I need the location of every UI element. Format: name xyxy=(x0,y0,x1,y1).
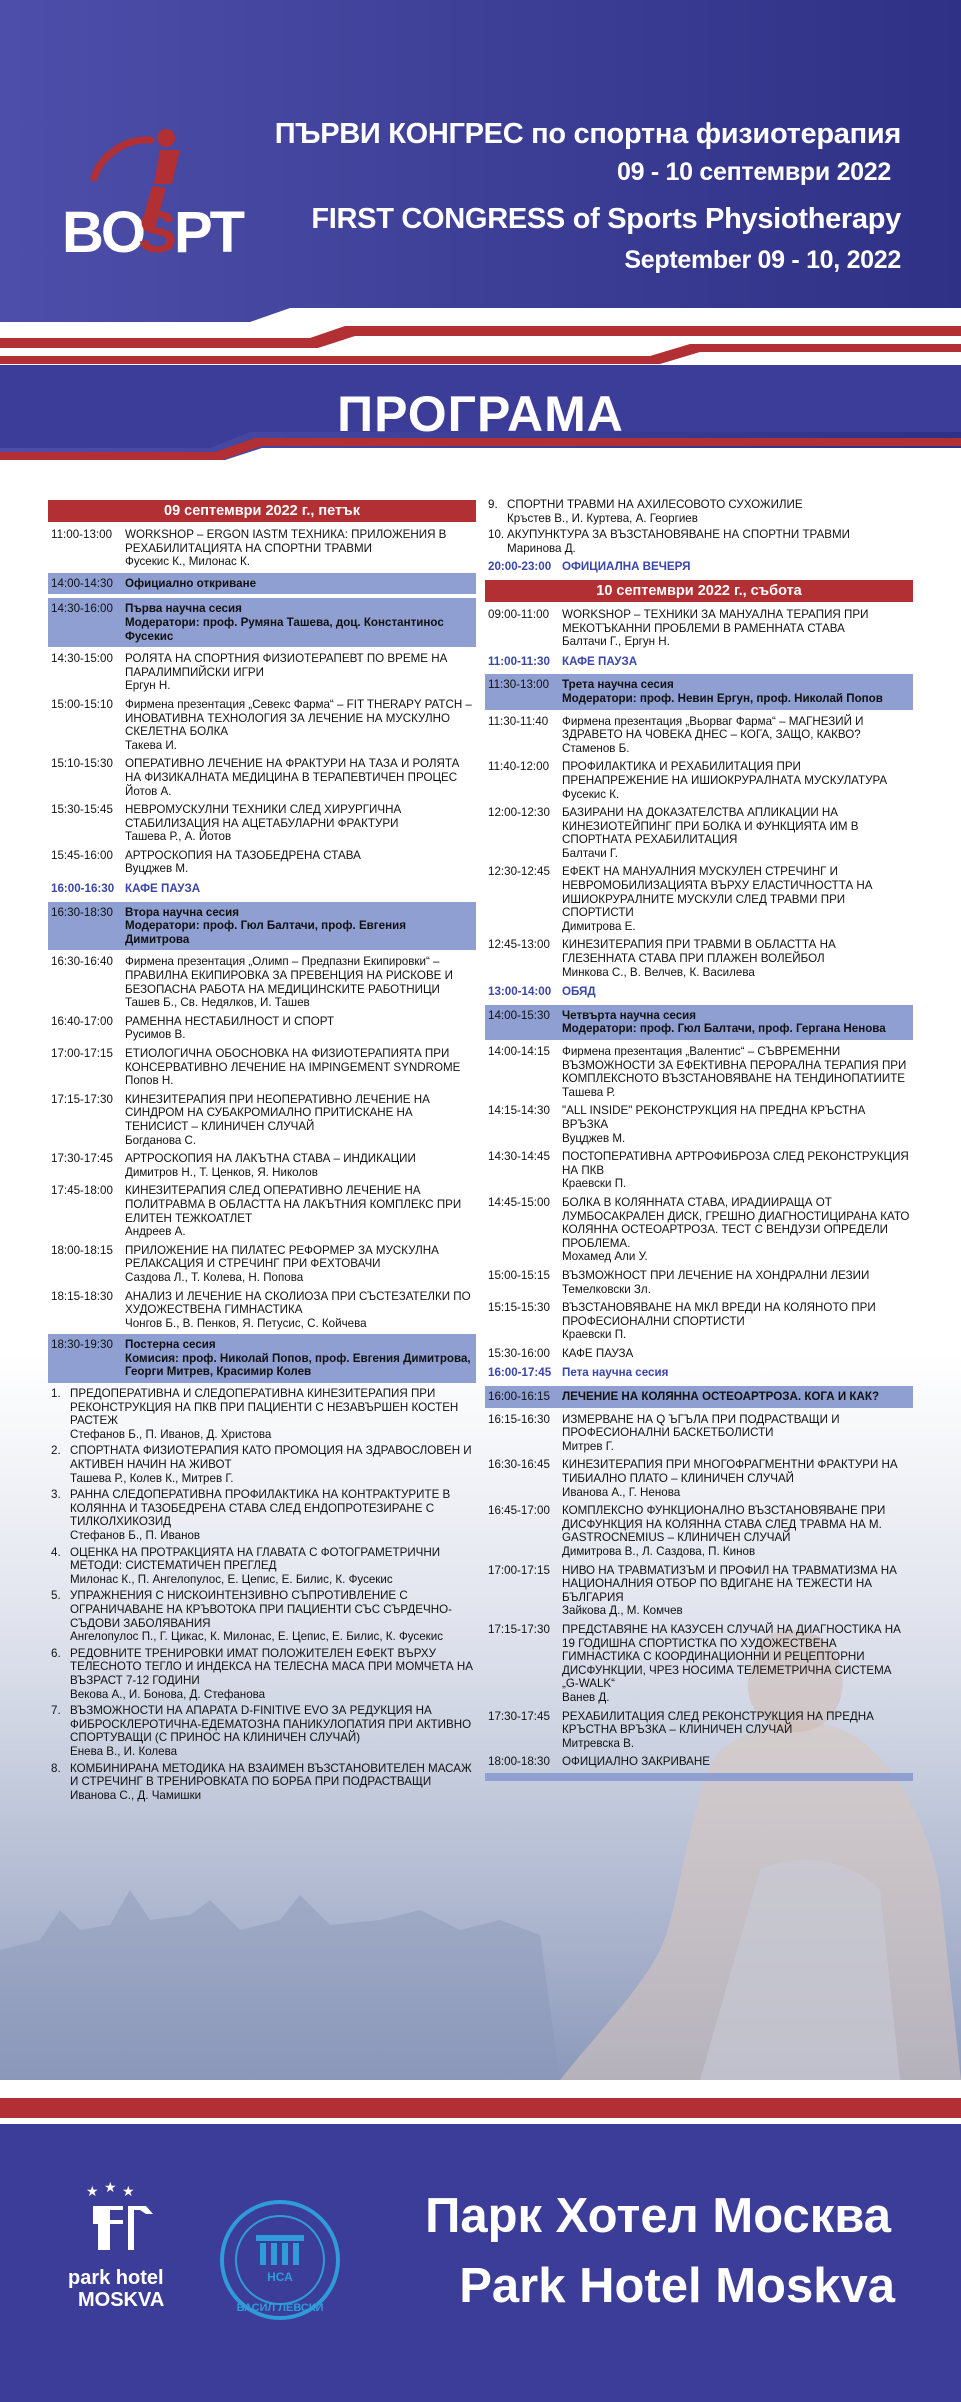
program-item: 15:00-15:10 Фирмена презентация „Севекс Фарма“ – FIT THERAPY PATCH – ИНОВАТИВНА ТЕХНОЛОГИЯ ЗА ЛЕЧЕНИЕ НА МУСКУЛНО СКЕЛЕТНА БОЛКА Такева И. xyxy=(51,697,472,752)
program-item: 16:45-17:00 КОМПЛЕКСНО ФУНКЦИОНАЛНО ВЪЗСТАНОВЯВАНЕ ПРИ ДИСФУНКЦИЯ НА КОЛЯННА СТАВА СЛЕД ТРАВМА НА М. GASTROCNEMIUS – КЛИНИЧЕН СЛУЧАЙ Димитрова В., Л. Саздова, П. Кинов xyxy=(488,1504,886,1558)
hotel-logo-line2: MOSKVA xyxy=(78,2289,165,2311)
program-item: 12:00-12:30 БАЗИРАНИ НА ДОКАЗАТЕЛСТВА АПЛИКАЦИИ НА КИНЕЗИОТЕЙПИНГ ПРИ БОЛКА И ФУНКЦИЯТА ИМ В СПОРТНАТА РЕХАБИЛИТАЦИЯ Балтачи Г. xyxy=(488,806,859,860)
official-dinner: 20:00-23:00 ОФИЦИАЛНА ВЕЧЕРЯ xyxy=(488,560,691,574)
program-item: 17:30-17:45 РЕХАБИЛИТАЦИЯ СЛЕД РЕКОНСТРУКЦИЯ НА ПРЕДНА КРЪСТНА ВРЪЗКА – КЛИНИЧЕН СЛУЧАЙ Митревска В. xyxy=(488,1709,874,1750)
coffee-break: 16:00-16:30 КАФЕ ПАУЗА xyxy=(51,882,201,896)
program-item: 16:15-16:30 ИЗМЕРВАНЕ НА Q ЪГЪЛА ПРИ ПОДРАСТВАЩИ И ПРОФЕСИОНАЛНИ БАСКЕТБОЛИСТИ Митрев Г. xyxy=(488,1412,840,1453)
program-item: 14:15-14:30 "ALL INSIDE" РЕКОНСТРУКЦИЯ НА ПРЕДНА КРЪСТНА ВРЪЗКА Вуцджев М. xyxy=(488,1104,866,1145)
coffee-break: 16:00-17:45 Пета научна сесия xyxy=(488,1366,669,1380)
program-item: 16:30-16:40 Фирмена презентация „Олимп – Предпазни Екипировки“ – ПРАВИЛНА ЕКИПИРОВКА ЗА ПРЕВЕНЦИЯ НА РИСКОВЕ И БЕЗОПАСНА РАБОТА НА МЕДИЦИНСКИТЕ РАБОТНИЦИ Ташев Б., Св. Недялков, И. Ташев xyxy=(51,955,453,1010)
program-item: 17:00-17:15 ЕТИОЛОГИЧНА ОБОСНОВКА НА ФИЗИОТЕРАПИЯТА ПРИ КОНСЕРВАТИВНО ЛЕЧЕНИЕ НА IMPINGEMENT SYNDROME Попов Н. xyxy=(51,1047,461,1088)
star-icon: ★ xyxy=(104,2180,117,2196)
footer-banner xyxy=(0,2080,961,2402)
program-item: 15:30-15:45 НЕВРОМУСКУЛНИ ТЕХНИКИ СЛЕД ХИРУРГИЧНА СТАБИЛИЗАЦИЯ НА АЦЕТАБУЛАРНИ ФРАКТУРИ Ташева Р., А. Йотов xyxy=(51,803,402,844)
program-item: 15:15-15:30 ВЪЗСТАНОВЯВАНЕ НА МКЛ ВРЕДИ НА КОЛЯНОТО ПРИ ПРОФЕСИОНАЛНИ СПОРТИСТИ Краевски П. xyxy=(488,1301,876,1342)
star-icon: ★ xyxy=(122,2184,135,2200)
venue-name-en: Park Hotel Moskva xyxy=(459,2259,895,2313)
logo-pt: PT xyxy=(174,200,243,265)
program-heading: ПРОГРАМА xyxy=(337,386,624,442)
bospt-logo xyxy=(56,120,246,280)
day1-column xyxy=(48,500,476,1805)
session-highlight: 11:30-13:00 Трета научна сесия Модератори: проф. Невин Ергун, проф. Николай Попов xyxy=(485,674,913,709)
poster-item: 7. ВЪЗМОЖНОСТИ НА АПАРАТА D-FINITIVE EVO ЗА РЕДУКЦИЯ НА ФИБРОСКЛЕРОТИЧНА-ЕДЕМАТОЗНА ПАНИКУЛОПАТИЯ ПРИ АКТИВНО СПОРТУВАЩИ (С ПРИНОС НА КЛИНИЧЕН СЛУЧАЙ) Енева В., И. Колева xyxy=(51,1704,472,1758)
lunch-break: 13:00-14:00 ОБЯД xyxy=(488,985,596,999)
program-item: 17:45-18:00 КИНЕЗИТЕРАПИЯ СЛЕД ОПЕРАТИВНО ЛЕЧЕНИЕ НА ПОЛИТРАВМА В ОБЛАСТТА НА ЛАКЪТНИЯ КОМПЛЕКС ПРИ ЕЛИТЕН ТЕЖКОАТЛЕТ Андреев А. xyxy=(51,1184,462,1239)
program-item: 18:00-18:30 ОФИЦИАЛНО ЗАКРИВАНЕ xyxy=(488,1755,711,1769)
program-item: 15:45-16:00 АРТРОСКОПИЯ НА ТАЗОБЕДРЕНА СТАВА Вуцджев М. xyxy=(51,848,361,876)
day2-column xyxy=(485,498,913,1785)
program-content xyxy=(0,470,961,2080)
program-item: 17:15-17:30 ПРЕДСТАВЯНЕ НА КАЗУСЕН СЛУЧАЙ НА ДИАГНОСТИКА НА 19 ГОДИШНА СПОРТИСТКА ПО ХУДОЖЕСТВЕНА ГИМНАСТИКА С КООРДИНАЦИОННИ И РЕЦЕПТОРНИ ДИСФУНКЦИИ, ЧРЕЗ НОСИМА ТЕЛЕМЕТРИЧНА СИСТЕМА „G-WALK“ Ванев Д. xyxy=(488,1622,901,1704)
program-item: 18:15-18:30 АНАЛИЗ И ЛЕЧЕНИЕ НА СКОЛИОЗА ПРИ СЪСТЕЗАТЕЛКИ ПО ХУДОЖЕСТВЕНА ГИМНАСТИКА Чонгов Б., В. Пенков, Я. Петусис, С. Койчева xyxy=(51,1289,471,1330)
poster-item: 8. КОМБИНИРАНА МЕТОДИКА НА ВЗАИМЕН ВЪЗСТАНОВИТЕЛЕН МАСАЖ И СТРЕЧИНГ В ТРЕНИРОВКАТА ПО БОРБА ПРИ ПОДРАСТВАЩИ Иванова С., Д. Чамишки xyxy=(51,1761,472,1802)
logo-s: S xyxy=(138,200,177,265)
poster-item: 9. СПОРТНИ ТРАВМИ НА АХИЛЕСОВОТО СУХОЖИЛИЕ Кръстев В., И. Куртева, А. Георгиев xyxy=(488,498,803,525)
program-item: 16:30-16:45 КИНЕЗИТЕРАПИЯ ПРИ МНОГОФРАГМЕНТНИ ФРАКТУРИ НА ТИБИАЛНО ПЛАТО – КЛИНИЧЕН СЛУЧАЙ Иванова А., Г. Ненова xyxy=(488,1458,898,1499)
poster-item: 4. ОЦЕНКА НА ПРОТРАКЦИЯТА НА ГЛАВАТА С ФОТОГРАМЕТРИЧНИ МЕТОДИ: СИСТЕМАТИЧЕН ПРЕГЛЕД Милонас К., П. Ангелопулос, Е. Цепис, Е. Билис, К. Фусекис xyxy=(51,1545,441,1586)
session-highlight: 16:30-18:30 Втора научна сесия Модератори: проф. Гюл Балтачи, проф. Евгения Димитрова xyxy=(48,902,476,951)
poster-item: 3. РАННА СЛЕДОПЕРАТИВНА ПРОФИЛАКТИКА НА КОНТРАКТУРИТЕ В КОЛЯННА И ТАЗОБЕДРЕНА СТАВА СЛЕД ЕНДОПРОТЕЗИРАНЕ С ТИЛКОЛХИКОЗИД Стефанов Б., П. Иванов xyxy=(51,1488,451,1542)
star-icon: ★ xyxy=(86,2184,99,2200)
program-item: 16:40-17:00 РАМЕННА НЕСТАБИЛНОСТ И СПОРТ Русимов В. xyxy=(51,1014,335,1042)
hotel-logo-line1: park hotel xyxy=(68,2267,164,2289)
header-banner xyxy=(0,0,961,470)
program-item: 14:30-15:00 РОЛЯТА НА СПОРТНИЯ ФИЗИОТЕРАПЕВТ ПО ВРЕМЕ НА ПАРАЛИМПИЙСКИ ИГРИ Ергун Н. xyxy=(51,652,448,693)
session-highlight: 18:30-19:30 Постерна сесия Комисия: проф. Николай Попов, проф. Евгения Димитрова, Георги Митрев, Красимир Колев xyxy=(48,1334,476,1383)
program-item: 11:40-12:00 ПРОФИЛАКТИКА И РЕХАБИЛИТАЦИЯ ПРИ ПРЕНАПРЕЖЕНИЕ НА ИШИОКРУРАЛНАТА МУСКУЛАТУРА Фусекис К. xyxy=(488,760,888,801)
program-item: 17:30-17:45 АРТРОСКОПИЯ НА ЛАКЪТНА СТАВА – ИНДИКАЦИИ Димитров Н., Т. Ценков, Я. Николов xyxy=(51,1152,416,1179)
program-item: 09:00-11:00 WORKSHOP – ТЕХНИКИ ЗА МАНУАЛНА ТЕРАПИЯ ПРИ МЕКОТЪКАННИ ПРОБЛЕМИ В РАМЕННАТА СТАВА Балтачи Г., Ергун Н. xyxy=(488,607,869,649)
program-item: 17:00-17:15 НИВО НА ТРАВМАТИЗЪМ И ПРОФИЛ НА ТРАВМАТИЗМА НА НАЦИОНАЛНИЯ ОТБОР ПО ВДИГАНЕ НА ТЕЖЕСТИ НА БЪЛГАРИЯ Зайкова Д., М. Комчев xyxy=(488,1563,897,1618)
program-item: 15:00-15:15 ВЪЗМОЖНОСТ ПРИ ЛЕЧЕНИЕ НА ХОНДРАЛНИ ЛЕЗИИ Темелковски Зл. xyxy=(488,1268,870,1296)
program-item: 15:30-16:00 КАФЕ ПАУЗА xyxy=(488,1346,634,1360)
congress-dates-en: September 09 - 10, 2022 xyxy=(624,246,901,274)
congress-title-en: FIRST CONGRESS of Sports Physiotherapy xyxy=(311,203,901,235)
day1-heading: 09 септември 2022 г., петък xyxy=(48,500,476,522)
session-highlight: 16:00-16:15 ЛЕЧЕНИЕ НА КОЛЯННА ОСТЕОАРТРОЗА. КОГА И КАК? xyxy=(485,1386,913,1408)
session-highlight: 14:00-14:30 Официално откриване xyxy=(48,573,476,595)
program-item: 14:00-14:15 Фирмена презентация „Валентис“ – СЪВРЕМЕННИ ВЪЗМОЖНОСТИ ЗА ЕФЕКТИВНА ПЕРОРАЛНА ТЕРАПИЯ ПРИ КОМПЛЕКСНОТО ВЪЗСТАНОВЯВАНЕ НА ТЕНДИНОПАТИИТЕ Ташева Р. xyxy=(488,1045,907,1099)
session-highlight: 14:00-15:30 Четвърта научна сесия Модератори: проф. Гюл Балтачи, проф. Гергана Ненова xyxy=(485,1005,913,1040)
congress-dates-bg: 09 - 10 септември 2022 xyxy=(617,158,891,186)
poster-item: 2. СПОРТНАТА ФИЗИОТЕРАПИЯ КАТО ПРОМОЦИЯ НА ЗДРАВОСЛОВЕН И АКТИВЕН НАЧИН НА ЖИВОТ Ташева Р., Колев К., Митрев Г. xyxy=(51,1444,472,1485)
coffee-break: 11:00-11:30 КАФЕ ПАУЗА xyxy=(488,654,638,668)
program-item: 14:30-14:45 ПОСТОПЕРАТИВНА АРТРОФИБРОЗА СЛЕД РЕКОНСТРУКЦИЯ НА ПКВ Краевски П. xyxy=(488,1150,909,1191)
venue-name-bg: Парк Хотел Москва xyxy=(425,2189,891,2243)
footer-stripes xyxy=(0,2080,961,2130)
poster-item: 5. УПРАЖНЕНИЯ С НИСКОИНТЕНЗИВНО СЪПРОТИВЛЕНИЕ С ОГРАНИЧАВАНЕ НА КРЪВОТОКА ПРИ ПАЦИЕНТИ СЪС СЪРДЕЧНО-СЪДОВИ ЗАБОЛЯВАНИЯ Ангелопулос П., Г. Цикас, К. Милонас, Е. Цепис, Е. Билис, К. Фусекис xyxy=(51,1589,452,1644)
nsa-logo xyxy=(210,2195,350,2325)
program-item: 17:15-17:30 КИНЕЗИТЕРАПИЯ ПРИ НЕОПЕРАТИВНО ЛЕЧЕНИЕ НА СИНДРОМ НА СУБАКРОМИАЛНО ПРИТИСКАНЕ НА ТЕНИСИСТ – КЛИНИЧЕН СЛУЧАЙ Богданова С. xyxy=(51,1092,430,1147)
park-hotel-logo xyxy=(68,2180,178,2330)
program-item: 11:00-13:00 WORKSHOP – ERGON IASTM ТЕХНИКА: ПРИЛОЖЕНИЯ В РЕХАБИЛИТАЦИЯТА НА СПОРТНИ ТРАВМИ Фусекис К., Милонас К. xyxy=(51,528,447,569)
nsa-logo-abbr: НСА xyxy=(267,2270,293,2284)
poster-item: 10. АКУПУНКТУРА ЗА ВЪЗСТАНОВЯВАНЕ НА СПОРТНИ ТРАВМИ Маринова Д. xyxy=(488,528,850,555)
poster-item: 1. ПРЕДОПЕРАТИВНА И СЛЕДОПЕРАТИВНА КИНЕЗИТЕРАПИЯ ПРИ РЕКОНСТРУКЦИЯ НА ПКВ ПРИ ПАЦИЕНТИ С НЕЗАВЪРШЕН КОСТЕН РАСТЕЖ Стефанов Б., П. Иванов, Д. Христова xyxy=(51,1387,459,1441)
program-item: 11:30-11:40 Фирмена презентация „Вьорваг Фарма“ – МАГНЕЗИЙ И ЗДРАВЕТО НА ЧОВЕКА ДНЕС – КОГА, ЗАЩО, КАКВО? Стаменов Б. xyxy=(488,714,864,755)
session-highlight xyxy=(485,1773,913,1781)
congress-title-bg: ПЪРВИ КОНГРЕС по спортна физиотерапия xyxy=(274,118,901,150)
program-item: 15:10-15:30 ОПЕРАТИВНО ЛЕЧЕНИЕ НА ФРАКТУРИ НА ТАЗА И РОЛЯТА НА ФИЗИКАЛНАТА МЕДИЦИНА В ТЕРАПЕВТИЧЕН ПРОЦЕС Йотов А. xyxy=(51,757,460,798)
program-item: 14:45-15:00 БОЛКА В КОЛЯННАТА СТАВА, ИРАДИИРАЩА ОТ ЛУМБОСАКРАЛЕН ДИСК, ГРЕШНО ДИАГНОСТИЦИРАНА КАТО КОЛЯННА ОСТЕОАРТРОЗА. ТЕСТ С ВЕНДУЗИ ОПРЕДЕЛИ ПРОБЛЕМА. Мохамед Али У. xyxy=(488,1195,910,1264)
nsa-logo-name: ВАСИЛ ЛЕВСКИ xyxy=(236,2302,324,2314)
program-item: 18:00-18:15 ПРИЛОЖЕНИЕ НА ПИЛАТЕС РЕФОРМЕР ЗА МУСКУЛНА РЕЛАКСАЦИЯ И СТРЕЧИНГ ПРИ ФЕХТОВАЧИ Саздова Л., Т. Колева, Н. Попова xyxy=(51,1243,439,1284)
logo-text: BO xyxy=(62,200,143,265)
session-highlight: 14:30-16:00 Първа научна сесия Модератори: проф. Румяна Ташева, доц. Константинос Фусекис xyxy=(48,598,476,647)
program-item: 12:45-13:00 КИНЕЗИТЕРАПИЯ ПРИ ТРАВМИ В ОБЛАСТТА НА ГЛЕЗЕННАТА СТАВА ПРИ ПЛАЖЕН ВОЛЕЙБОЛ Минкова С., В. Велчев, К. Василева xyxy=(488,938,836,979)
day2-heading: 10 септември 2022 г., събота xyxy=(485,580,913,602)
program-item: 12:30-12:45 ЕФЕКТ НА МАНУАЛНИЯ МУСКУЛЕН СТРЕЧИНГ И НЕВРОМОБИЛИЗАЦИЯТА ВЪРХУ ЕЛАСТИЧНОСТТА НА ИШИОКРУРАЛНИТЕ МУСКУЛИ СЛЕД ТРАВМИ ПРИ СПОРТИСТИ Димитрова Е. xyxy=(488,865,873,933)
poster-item: 6. РЕДОВНИТЕ ТРЕНИРОВКИ ИМАТ ПОЛОЖИТЕЛЕН ЕФЕКТ ВЪРХУ ТЕЛЕСНОТО ТЕГЛО И ИНДЕКСА НА ТЕЛЕСНА МАСА ПРИ МОМЧЕТА НА ВЪЗРАСТ 7-12 ГОДИНИ Векова А., И. Бонова, Д. Стефанова xyxy=(51,1646,473,1701)
